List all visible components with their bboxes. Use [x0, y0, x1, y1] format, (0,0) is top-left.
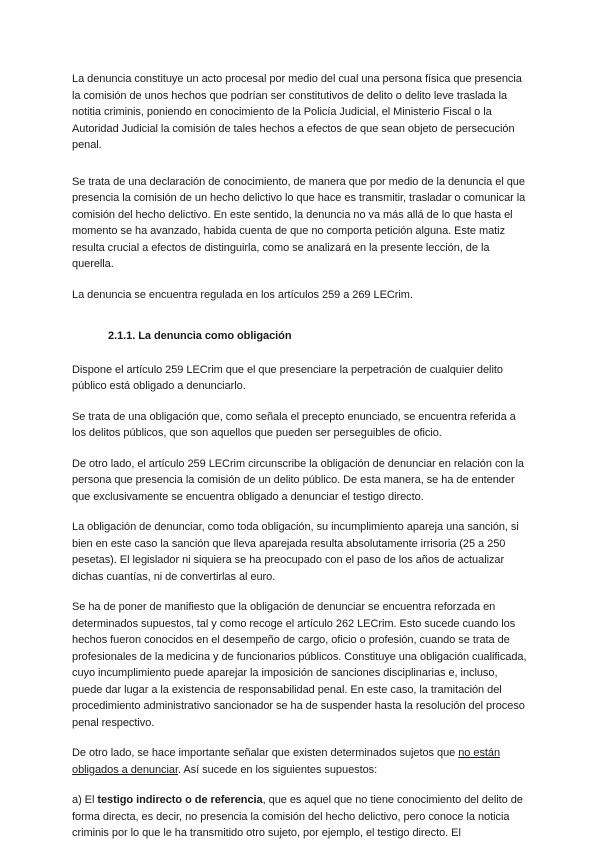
exempt-text-after: . Así sucede en los siguientes supuestos: — [177, 763, 378, 776]
paragraph-article-259: Dispone el artículo 259 LECrim que el que presenciare la perpetración de cualquier delito público está obligado a denunciarlo. — [72, 363, 503, 392]
paragraph-public-crimes: Se trata de una obligación que, como señala el precepto enunciado, se encuentra referida a los delitos públicos, que son aquellos que pueden ser perseguibles de oficio. — [72, 410, 516, 439]
paragraph-definition: La denuncia constituye un acto procesal por medio del cual una persona física que presencia la comisión de unos hechos que podrían ser constitutivos de delito o delito leve traslada la notitia criminis, poniendo en conocimiento de la Policía Judicial, el Ministerio Fiscal o la Autoridad Judicial la comisión de tales hechos a efectos de que sean objeto de persecución penal. — [72, 73, 522, 151]
indirect-bold-text: testigo indirecto o de referencia — [97, 794, 263, 806]
paragraph-indirect-witness — [72, 792, 528, 842]
paragraph-declaration: Se trata de una declaración de conocimiento, de manera que por medio de la denuncia el que presencia la comisión de un hecho delictivo lo que hace es transmitir, trasladar o comunicar la comisión del hecho delictivo. En este sentido, la denuncia no va más allá de lo que hasta el momento se ha avanzado, habida cuenta de que no comporta petición alguna. Este matiz resulta crucial a efectos de distinguirla, como se analizará en la presente lección, de la querella. — [72, 175, 526, 270]
document-page — [72, 71, 528, 842]
paragraph-qualified-obligation: Se ha de poner de manifiesto que la obligación de denunciar se encuentra reforzada en determinados supuestos, tal y como recoge el artículo 262 LECrim. Esto sucede cuando los hechos fueron conocidos en el desempeño de cargo, oficio o profesión, cuando se trata de profesionales de la medicina y de funcionarios públicos. Constituye una obligación cualificada, cuyo incumplimiento puede aparejar la imposición de sanciones disciplinarias e, incluso, puede dar lugar a la existencia de responsabilidad penal. En este caso, la tramitación del procedimiento administrativo sancionador se ha de suspender hasta la resolución del proceso penal respectivo. — [72, 601, 527, 729]
indirect-text-before: a) El — [72, 794, 98, 806]
paragraph-direct-witness: De otro lado, el artículo 259 LECrim circunscribe la obligación de denunciar en relación con la persona que presencia la comisión de un delito público. De esta manera, se ha de entender que exclusivamente se encuentra obligado a denunciar el testigo directo. — [72, 457, 525, 503]
indirect-text-after: , que es aquel que no tiene conocimiento del delito de forma directa, es decir, no presencia la comisión del hecho delictivo, pero conoce la noticia criminis por lo que le ha transmitido otro sujeto, por ejemplo, el testigo directo. El — [72, 794, 523, 839]
paragraph-exempt-subjects — [72, 745, 528, 778]
section-heading: 2.1.1. La denuncia como obligación — [108, 330, 292, 342]
paragraph-sanction: La obligación de denunciar, como toda obligación, su incumplimiento apareja una sanción, si bien en este caso la sanción que lleva aparejada resulta absolutamente irrisoria (25 a 250 pesetas). El legislador ni siquiera se ha preocupado con el paso de los años de actualizar dichas cuantías, ni de convertirlas al euro. — [72, 521, 519, 583]
exempt-text-before: De otro lado, se hace importante señalar que existen determinados sujetos que — [72, 747, 459, 759]
exempt-underlined-text: no están obligados a denunciar — [72, 747, 501, 776]
paragraph-regulation: La denuncia se encuentra regulada en los artículos 259 a 269 LECrim. — [72, 288, 413, 301]
